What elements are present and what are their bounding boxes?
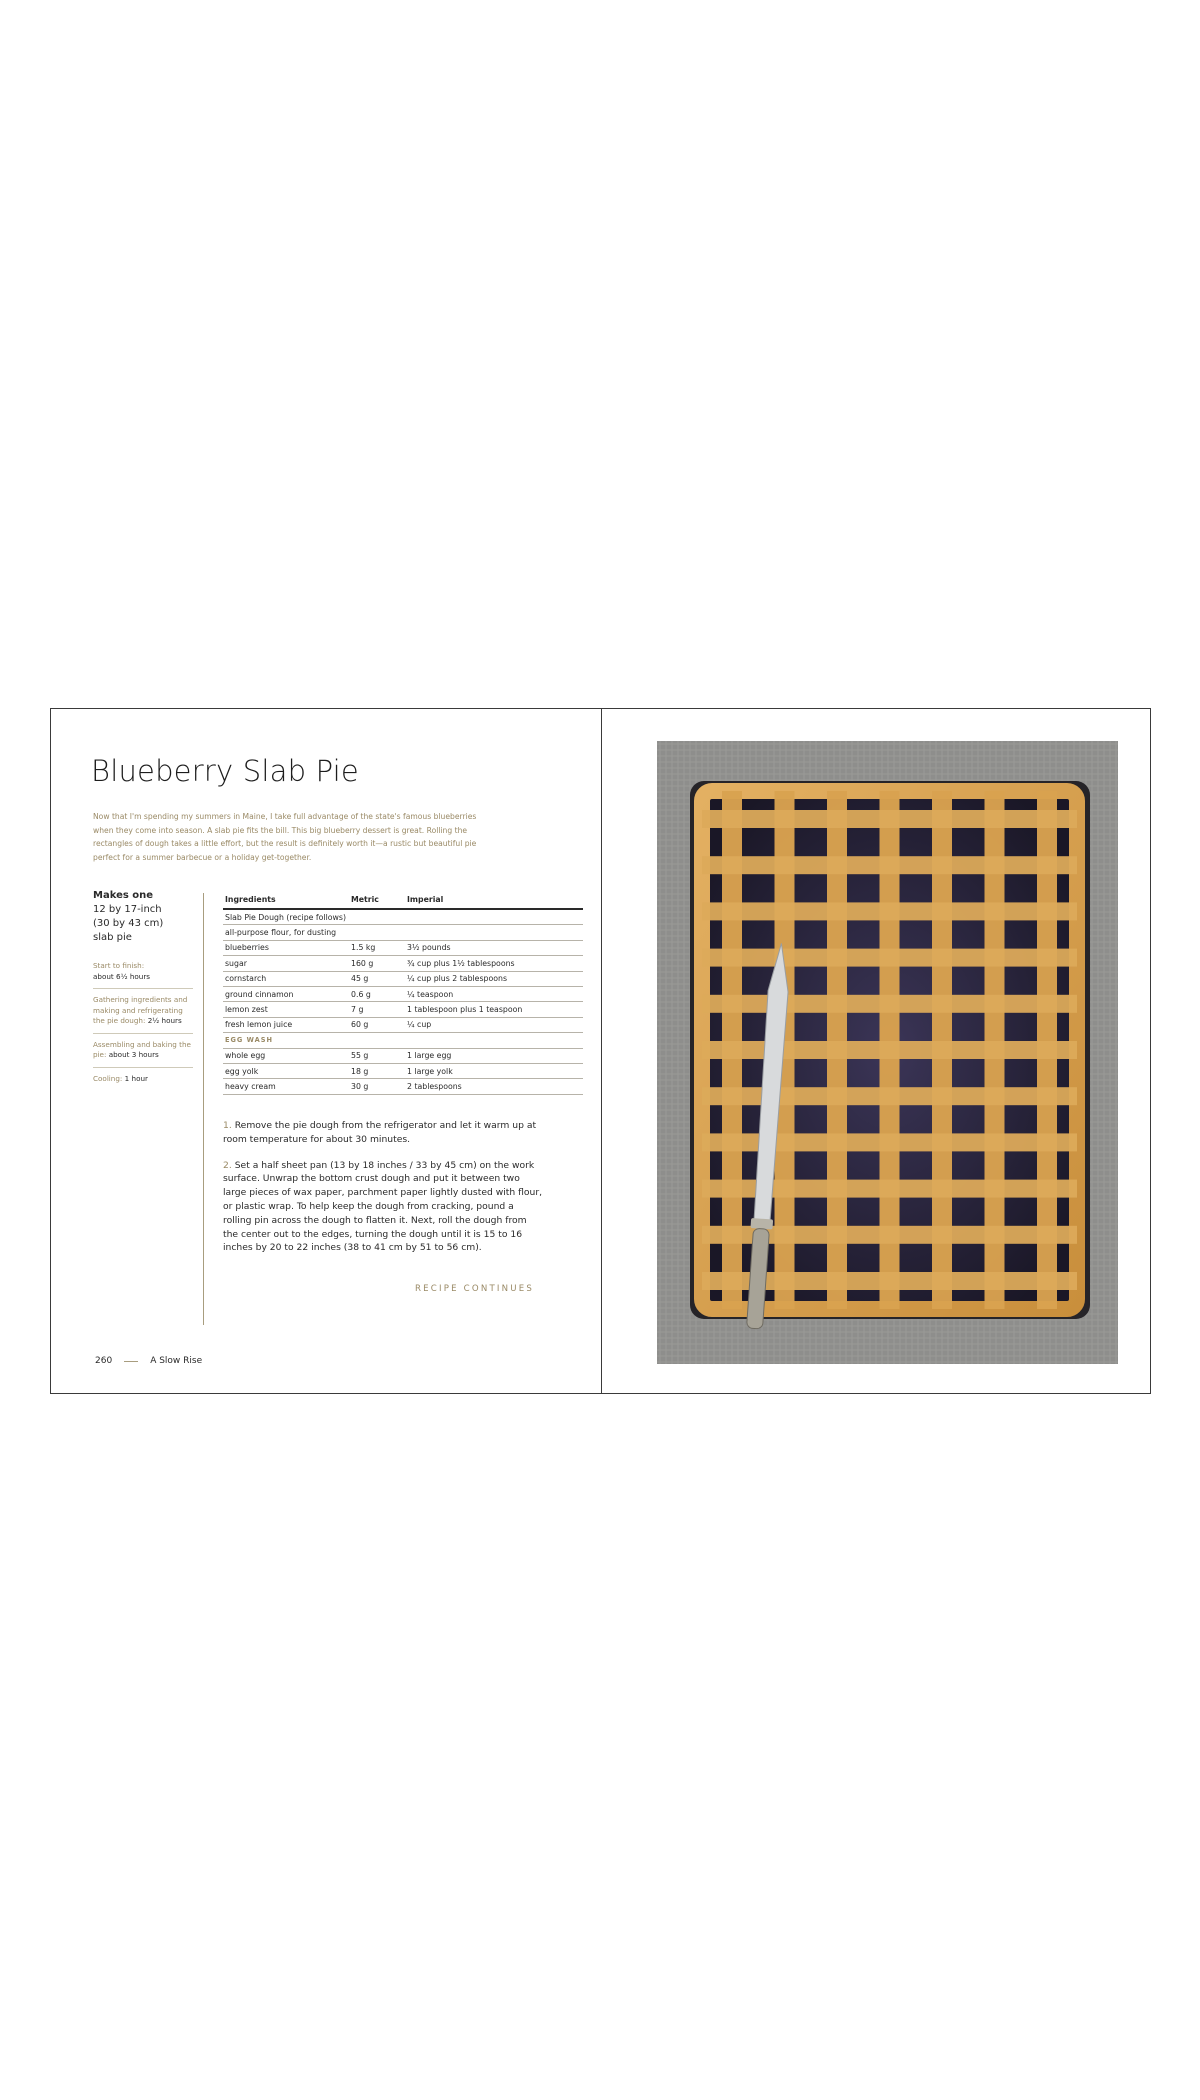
metric-value: 60 g	[349, 1017, 405, 1032]
table-row	[223, 1079, 583, 1094]
imperial-value: ¾ cup plus 1½ tablespoons	[405, 956, 583, 971]
imperial-value: 2 tablespoons	[405, 1079, 583, 1094]
imperial-value	[405, 925, 583, 940]
timing-label: Cooling:	[93, 1073, 123, 1083]
book-title: A Slow Rise	[150, 1356, 203, 1366]
metric-value	[349, 1033, 405, 1048]
metric-value: 30 g	[349, 1079, 405, 1094]
timing-value: 1 hour	[124, 1073, 148, 1083]
ingredient-name: sugar	[223, 956, 349, 971]
step-item	[223, 1119, 543, 1147]
table-row	[223, 940, 583, 955]
blueberry-pie-photo	[657, 741, 1118, 1364]
timing-item	[93, 1040, 193, 1068]
column-header: Ingredients	[223, 893, 349, 909]
table-row	[223, 909, 583, 925]
metric-value	[349, 925, 405, 940]
knife-bolster	[750, 1218, 773, 1230]
recipe-intro: Now that I'm spending my summers in Maine, I take full advantage of the state's famous blueberries when they come into season. A slab pie fits the bill. This big blueberry dessert is great. Rolling the rectangles of dough takes a little effort, but the result is definitely worth it—a rustic but beautiful pie perfect for a summer barbecue or a holiday get-together.	[93, 812, 477, 862]
step-item	[223, 1159, 543, 1256]
timing-value: 2½ hours	[147, 1016, 182, 1025]
ingredient-name: heavy cream	[223, 1079, 349, 1094]
timing-item	[93, 961, 193, 989]
imperial-value	[405, 909, 583, 925]
page-number: 260	[95, 1356, 113, 1366]
timing-value: about 6½ hours	[93, 971, 151, 981]
imperial-value: 3½ pounds	[405, 940, 583, 955]
timing-value: about 3 hours	[108, 1050, 159, 1059]
book-spread	[50, 708, 1151, 1394]
recipe-continues-label: RECIPE CONTINUES	[415, 1284, 535, 1294]
imperial-value	[405, 1033, 583, 1048]
imperial-value: ¼ cup	[405, 1017, 583, 1032]
step-text: Remove the pie dough from the refrigerator and let it warm up at room temperature for about 30 minutes.	[223, 1120, 537, 1145]
ingredient-name: whole egg	[223, 1048, 349, 1063]
ingredient-name: fresh lemon juice	[223, 1017, 349, 1032]
step-number: 1.	[223, 1120, 232, 1131]
metric-value	[349, 909, 405, 925]
table-row	[223, 1017, 583, 1032]
imperial-value: ¼ cup plus 2 tablespoons	[405, 971, 583, 986]
ingredient-name: ground cinnamon	[223, 986, 349, 1001]
ingredients-table	[223, 893, 583, 1095]
table-row	[223, 1063, 583, 1078]
column-header: Imperial	[405, 893, 583, 909]
lattice-strip-horizontal	[702, 995, 1077, 1013]
ingredient-name: cornstarch	[223, 971, 349, 986]
table-row	[223, 956, 583, 971]
lattice-strip-horizontal	[702, 856, 1077, 874]
page-footer	[95, 1356, 202, 1366]
lattice-strip-horizontal	[702, 810, 1077, 828]
timing-label: Gathering ingredients and making and refrigerating the pie dough:	[93, 995, 188, 1025]
imperial-value: ¼ teaspoon	[405, 986, 583, 1001]
recipe-title: Blueberry Slab Pie	[91, 754, 359, 788]
table-row	[223, 1048, 583, 1063]
imperial-value: 1 large egg	[405, 1048, 583, 1063]
table-header-row	[223, 893, 583, 909]
lattice-strip-horizontal	[702, 949, 1077, 967]
ingredient-name: all-purpose flour, for dusting	[223, 925, 349, 940]
left-page	[51, 709, 601, 1393]
timing-item	[93, 1074, 193, 1091]
yield-text	[93, 889, 193, 945]
table-row	[223, 971, 583, 986]
metric-value: 18 g	[349, 1063, 405, 1078]
yield-sidebar	[93, 889, 193, 1096]
timing-list	[93, 961, 193, 1090]
timing-label: Assembling and baking the pie:	[93, 1039, 191, 1059]
yield-line: slab pie	[93, 932, 132, 943]
ingredient-name: egg yolk	[223, 1063, 349, 1078]
lattice-strip-horizontal	[702, 1041, 1077, 1059]
metric-value: 7 g	[349, 1002, 405, 1017]
imperial-value: 1 large yolk	[405, 1063, 583, 1078]
table-row	[223, 925, 583, 940]
ingredient-name: Slab Pie Dough (recipe follows)	[223, 909, 349, 925]
ingredient-name: lemon zest	[223, 1002, 349, 1017]
metric-value: 0.6 g	[349, 986, 405, 1001]
table-row	[223, 1002, 583, 1017]
lattice-strip-horizontal	[702, 902, 1077, 920]
yield-line: (30 by 43 cm)	[93, 918, 164, 929]
lattice-strip-horizontal	[702, 1087, 1077, 1105]
method-steps	[223, 1119, 543, 1267]
column-header: Metric	[349, 893, 405, 909]
metric-value: 55 g	[349, 1048, 405, 1063]
step-number: 2.	[223, 1159, 232, 1171]
yield-line: Makes one	[93, 890, 154, 901]
metric-value: 45 g	[349, 971, 405, 986]
imperial-value: 1 tablespoon plus 1 teaspoon	[405, 1002, 583, 1017]
vertical-rule	[203, 893, 204, 1325]
section-heading: EGG WASH	[223, 1033, 349, 1048]
footer-divider	[124, 1361, 138, 1362]
timing-label: Start to finish:	[93, 961, 145, 970]
timing-item	[93, 995, 193, 1034]
ingredient-name: blueberries	[223, 940, 349, 955]
yield-line: 12 by 17-inch	[93, 904, 162, 915]
table-section-row	[223, 1033, 583, 1048]
metric-value: 160 g	[349, 956, 405, 971]
step-text: Set a half sheet pan (13 by 18 inches / 33 by 45 cm) on the work surface. Unwrap the bottom crust dough and put it between two large pieces of wax paper, parchment paper lightly dusted with flour, or plastic wrap. To help keep the dough from cracking, pound a rolling pin across the dough to flatten it. Next, roll the dough from the center out to the edges, turning the dough until it is 15 to 16 inches by 20 to 22 inches (38 to 41 cm by 51 to 56 cm).	[223, 1159, 543, 1254]
table-row	[223, 986, 583, 1001]
metric-value: 1.5 kg	[349, 940, 405, 955]
right-page	[602, 709, 1150, 1393]
